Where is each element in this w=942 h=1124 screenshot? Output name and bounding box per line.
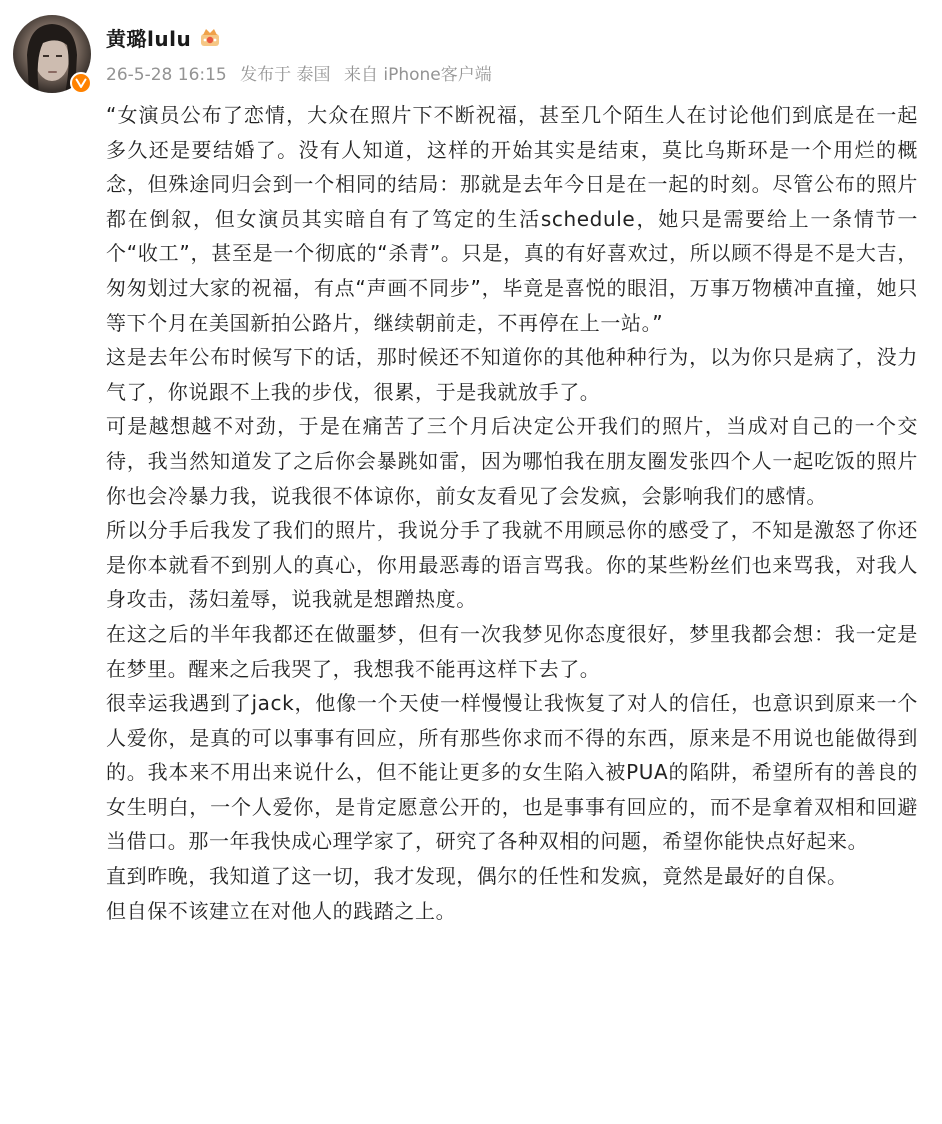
username[interactable]: 黄璐lulu	[106, 26, 192, 51]
post-paragraph: 但自保不该建立在对他人的践踏之上。	[106, 898, 457, 923]
post-paragraph: 所以分手后我发了我们的照片，我说分手了我就不用顾忌你的感受了，不知是激怒了你还是你本就看不到别人的真心，你用最恶毒的语言骂我。你的某些粉丝们也来骂我，对我人身攻击，荡妇羞辱，说我就是想蹭热度。	[106, 518, 918, 612]
post-location: 发布于 泰国	[240, 65, 331, 85]
post-body	[106, 98, 918, 928]
verified-v-icon	[70, 72, 92, 94]
post-paragraph: 可是越想越不对劲，于是在痛苦了三个月后决定公开我们的照片，当成对自己的一个交待，我当然知道发了之后你会暴跳如雷，因为哪怕我在朋友圈发张四个人一起吃饭的照片你也会冷暴力我，说我很不体谅你，前女友看见了会发疯，会影响我们的感情。	[106, 414, 918, 508]
post-timestamp: 26-5-28 16:15	[106, 65, 227, 85]
post-paragraph: 这是去年公布时候写下的话，那时候还不知道你的其他种种行为，以为你只是病了，没力气了，你说跟不上我的步伐，很累，于是我就放手了。	[106, 345, 918, 404]
crown-icon[interactable]	[199, 26, 221, 48]
post-paragraph: 在这之后的半年我都还在做噩梦，但有一次我梦见你态度很好，梦里我都会想：我一定是在梦里。醒来之后我哭了，我想我不能再这样下去了。	[106, 621, 918, 681]
post-paragraph: 直到昨晚，我知道了这一切，我才发现，偶尔的任性和发疯，竟然是最好的自保。	[106, 864, 848, 889]
post-meta	[106, 60, 500, 85]
username-row	[106, 22, 221, 52]
post-source: 来自 iPhone客户端	[343, 65, 492, 85]
post-paragraph: “女演员公布了恋情，大众在照片下不断祝福，甚至几个陌生人在讨论他们到底是在一起多久还是要结婚了。没有人知道，这样的开始其实是结束，莫比乌斯环是一个用烂的概念，但殊途同归会到一个相同的结局：那就是去年今日是在一起的时刻。尽管公布的照片都在倒叙，但女演员其实暗自有了笃定的生活schedule，她只是需要给上一条情节一个“收工”，甚至是一个彻底的“杀青”。只是，真的有好喜欢过，所以顾不得是不是大吉，匆匆划过大家的祝福，有点“声画不同步”，毕竟是喜悦的眼泪，万事万物横冲直撞，她只等下个月在美国新拍公路片，继续朝前走，不再停在上一站。”	[106, 103, 918, 335]
post-paragraph: 很幸运我遇到了jack，他像一个天使一样慢慢让我恢复了对人的信任，也意识到原来一个人爱你，是真的可以事事有回应，所有那些你求而不得的东西，原来是不用说也能做得到的。我本来不用出来说什么，但不能让更多的女生陷入被PUA的陷阱，希望所有的善良的女生明白，一个人爱你，是肯定愿意公开的，也是事事有回应的，而不是拿着双相和回避当借口。那一年我快成心理学家了，研究了各种双相的问题，希望你能快点好起来。	[106, 691, 918, 854]
post-header	[0, 0, 942, 100]
